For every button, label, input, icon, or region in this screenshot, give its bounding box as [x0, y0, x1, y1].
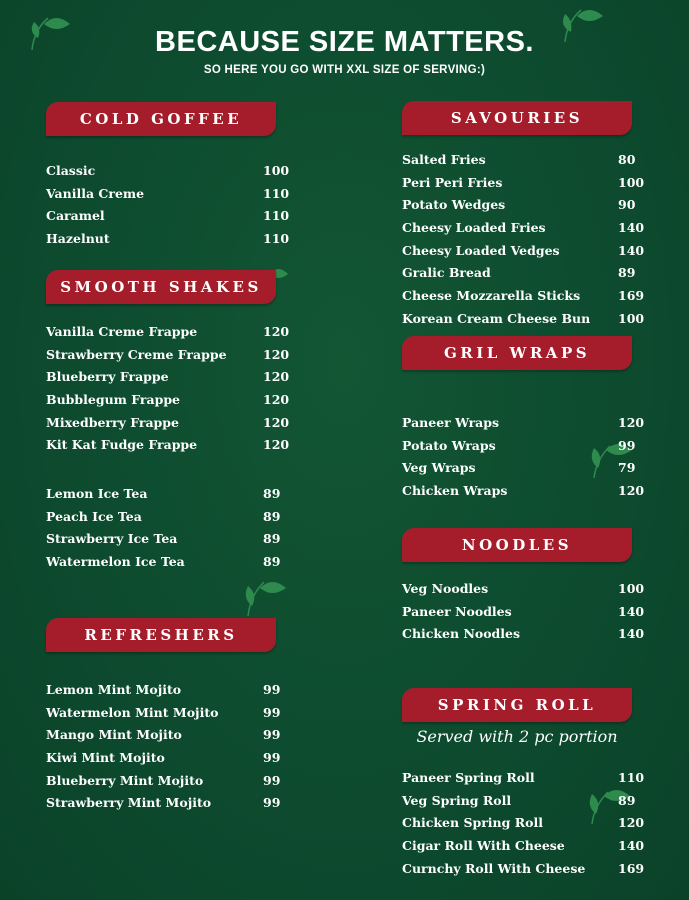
item-name: Chicken Spring Roll [402, 815, 543, 831]
item-name: Veg Noodles [402, 581, 489, 596]
item-price: 120 [263, 369, 290, 385]
gril-wraps-list [402, 414, 652, 505]
refreshers-list [46, 681, 286, 817]
item-name: Potato Wraps [402, 437, 496, 453]
list-item [46, 681, 286, 704]
list-item [46, 485, 286, 508]
item-name: Peri Peri Fries [402, 174, 503, 190]
list-item [46, 368, 290, 391]
savouries-list [402, 151, 652, 333]
list-item [46, 553, 286, 576]
list-item [402, 459, 652, 482]
list-item [402, 264, 652, 287]
list-item [402, 287, 652, 310]
list-item [402, 242, 652, 265]
item-name: Strawberry Ice Tea [46, 531, 178, 547]
section-title: GRIL WRAPS [443, 344, 591, 362]
section-banner-smooth-shakes [46, 270, 276, 304]
item-name: Watermelon Mint Mojito [46, 704, 219, 720]
item-name: Watermelon Ice Tea [46, 554, 185, 570]
list-item [46, 530, 286, 553]
list-item [46, 207, 290, 230]
item-name: Kiwi Mint Mojito [46, 750, 165, 766]
item-price: 110 [263, 231, 290, 247]
list-item [46, 323, 290, 346]
page-subtitle: SO HERE YOU GO WITH XXL SIZE OF SERVING:) [203, 64, 486, 76]
section-banner-noodles [402, 528, 632, 562]
serving-note: Served with 2 pc portion [416, 727, 618, 746]
list-item [402, 196, 652, 219]
list-item [46, 508, 286, 531]
cold-coffee-list [46, 162, 290, 253]
list-item [46, 346, 290, 369]
list-item [402, 151, 652, 174]
list-item [402, 814, 652, 837]
item-price: 89 [263, 486, 281, 501]
item-name: Cigar Roll With Cheese [402, 838, 565, 854]
item-name: Korean Cream Cheese Bun [402, 310, 591, 326]
list-item [402, 603, 652, 626]
list-item [402, 580, 652, 603]
item-name: Paneer Noodles [402, 603, 512, 619]
item-price: 140 [618, 626, 645, 642]
item-price: 140 [618, 242, 645, 258]
item-price: 80 [618, 152, 636, 167]
item-name: Mixedberry Frappe [46, 414, 179, 430]
list-item [46, 704, 286, 727]
item-name: Paneer Wraps [402, 415, 500, 430]
item-price: 169 [618, 288, 645, 304]
list-item [46, 726, 286, 749]
section-banner-savouries [402, 101, 632, 135]
section-banner-gril-wraps [402, 336, 632, 370]
item-name: Vanilla Creme [46, 185, 145, 201]
item-name: Kit Kat Fudge Frappe [46, 437, 198, 453]
list-item [46, 230, 290, 253]
item-name: Veg Spring Roll [402, 792, 512, 808]
item-price: 99 [263, 704, 281, 720]
item-name: Lemon Mint Mojito [46, 682, 182, 697]
item-name: Salted Fries [402, 152, 486, 167]
smooth-shakes-list [46, 323, 290, 459]
list-item [46, 414, 290, 437]
list-item [402, 769, 652, 792]
item-name: Strawberry Creme Frappe [46, 346, 227, 362]
section-banner-spring-roll [402, 688, 632, 722]
item-price: 110 [263, 185, 290, 201]
list-item [46, 436, 290, 459]
list-item [46, 162, 290, 185]
item-price: 100 [618, 174, 645, 190]
list-item [402, 482, 652, 505]
item-name: Chicken Noodles [402, 626, 521, 642]
list-item [402, 174, 652, 197]
leaf-icon [240, 570, 288, 618]
item-price: 99 [263, 772, 281, 788]
item-price: 120 [263, 324, 290, 339]
item-price: 100 [618, 581, 645, 596]
item-price: 89 [618, 265, 636, 281]
section-banner-refreshers [46, 618, 276, 652]
item-price: 89 [263, 554, 281, 570]
item-price: 99 [263, 727, 281, 743]
page-title: BECAUSE SIZE MATTERS. [155, 26, 534, 58]
list-item [402, 860, 652, 883]
section-banner-cold-coffee [46, 102, 276, 136]
item-name: Hazelnut [46, 231, 110, 247]
item-price: 89 [263, 531, 281, 547]
item-name: Cheese Mozzarella Sticks [402, 288, 581, 304]
list-item [402, 219, 652, 242]
list-item [46, 794, 286, 817]
item-price: 99 [618, 437, 636, 453]
section-title: SPRING ROLL [437, 696, 597, 714]
item-name: Paneer Spring Roll [402, 770, 535, 785]
item-price: 140 [618, 838, 645, 854]
list-item [46, 772, 286, 795]
item-name: Classic [46, 163, 96, 178]
section-title: NOODLES [461, 536, 573, 554]
list-item [402, 437, 652, 460]
item-name: Cheesy Loaded Fries [402, 220, 546, 236]
item-price: 89 [618, 792, 636, 808]
item-price: 89 [263, 508, 281, 524]
item-name: Cheesy Loaded Vedges [402, 242, 560, 258]
item-name: Mango Mint Mojito [46, 727, 182, 743]
item-name: Peach Ice Tea [46, 508, 142, 524]
item-name: Caramel [46, 208, 105, 224]
item-name: Blueberry Mint Mojito [46, 772, 204, 788]
item-price: 120 [618, 483, 645, 499]
spring-roll-list [402, 769, 652, 882]
section-title: COLD GOFFEE [79, 110, 243, 128]
item-name: Curnchy Roll With Cheese [402, 860, 586, 876]
item-name: Gralic Bread [402, 265, 491, 281]
list-item [402, 310, 652, 333]
item-price: 140 [618, 220, 645, 236]
item-price: 120 [263, 414, 290, 430]
ice-tea-list [46, 485, 286, 576]
item-price: 140 [618, 603, 645, 619]
list-item [402, 625, 652, 648]
section-title: REFRESHERS [84, 626, 238, 644]
item-name: Bubblegum Frappe [46, 392, 181, 408]
item-price: 120 [263, 437, 290, 453]
item-name: Veg Wraps [402, 460, 476, 476]
item-name: Chicken Wraps [402, 483, 508, 499]
item-name: Blueberry Frappe [46, 369, 169, 385]
list-item [46, 185, 290, 208]
list-item [46, 391, 290, 414]
section-title: SMOOTH SHAKES [60, 278, 262, 296]
list-item [402, 792, 652, 815]
item-name: Strawberry Mint Mojito [46, 795, 212, 811]
section-title: SAVOURIES [450, 109, 584, 127]
item-price: 79 [618, 460, 636, 476]
item-price: 110 [618, 770, 645, 785]
item-price: 100 [263, 163, 290, 178]
item-price: 100 [618, 310, 645, 326]
item-price: 120 [263, 346, 290, 362]
item-name: Lemon Ice Tea [46, 486, 148, 501]
noodles-list [402, 580, 652, 648]
item-price: 90 [618, 197, 636, 213]
item-price: 120 [263, 392, 290, 408]
item-price: 110 [263, 208, 290, 224]
item-price: 169 [618, 860, 645, 876]
item-price: 99 [263, 682, 281, 697]
item-name: Vanilla Creme Frappe [46, 324, 198, 339]
item-price: 99 [263, 795, 281, 811]
item-price: 120 [618, 415, 645, 430]
item-price: 120 [618, 815, 645, 831]
item-price: 99 [263, 750, 281, 766]
list-item [402, 837, 652, 860]
list-item [402, 414, 652, 437]
item-name: Potato Wedges [402, 197, 506, 213]
list-item [46, 749, 286, 772]
